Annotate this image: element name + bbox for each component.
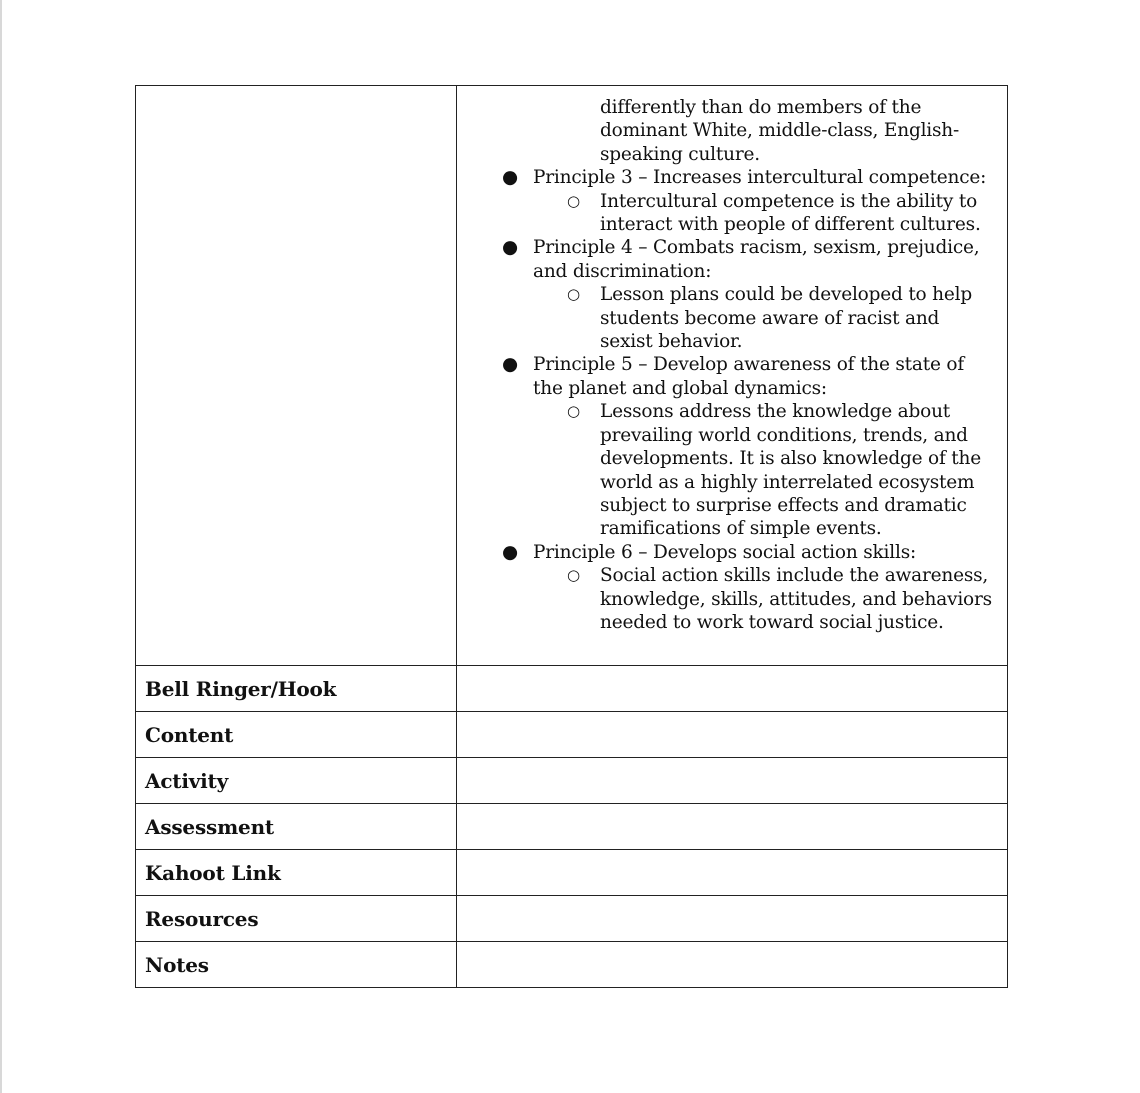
row-label: Notes bbox=[136, 942, 457, 988]
row-value-cell[interactable] bbox=[457, 666, 1008, 712]
principles-list bbox=[457, 86, 1007, 634]
principle-detail: Lessons address the knowledge about prevailing world conditions, trends, and developments. It is also knowledge of the world as a highly interrelated ecosystem subject to surprise effects and dramatic ramifications of simple events. bbox=[600, 401, 981, 540]
principle-detail: Intercultural competence is the ability to interact with people of different cultures. bbox=[600, 190, 981, 236]
row-value-cell[interactable] bbox=[457, 942, 1008, 988]
row-label: Bell Ringer/Hook bbox=[136, 666, 457, 712]
hollow-bullet-icon: ○ bbox=[567, 402, 580, 421]
principle-label: Principle 3 – Increases intercultural competence: bbox=[533, 167, 987, 189]
principle-detail: Social action skills include the awareness, knowledge, skills, attitudes, and behaviors needed to work toward social justice. bbox=[600, 565, 992, 633]
principle-label: Principle 6 – Develops social action skills: bbox=[533, 541, 917, 563]
hollow-bullet-icon: ○ bbox=[567, 285, 580, 304]
hollow-bullet-icon: ○ bbox=[567, 566, 580, 585]
row-bell-ringer bbox=[136, 666, 1008, 712]
row-activity bbox=[136, 758, 1008, 804]
row-label: Content bbox=[136, 712, 457, 758]
row-value-cell[interactable] bbox=[457, 850, 1008, 896]
bullet-icon: ● bbox=[502, 167, 518, 189]
row-value-cell[interactable] bbox=[457, 804, 1008, 850]
hollow-bullet-icon: ○ bbox=[567, 191, 580, 210]
row-resources bbox=[136, 896, 1008, 942]
principle-item bbox=[457, 353, 1007, 540]
row-label: Resources bbox=[136, 896, 457, 942]
principle-label: Principle 5 – Develop awareness of the state of the planet and global dynamics: bbox=[533, 354, 964, 399]
row-content bbox=[136, 712, 1008, 758]
bullet-icon: ● bbox=[502, 541, 518, 563]
row-kahoot-link bbox=[136, 850, 1008, 896]
principles-content-cell[interactable] bbox=[457, 86, 1008, 666]
principle-detail: Lesson plans could be developed to help students become aware of racist and sexist behavior. bbox=[600, 284, 972, 353]
bullet-icon: ● bbox=[502, 354, 518, 376]
row-assessment bbox=[136, 804, 1008, 850]
row-value-cell[interactable] bbox=[457, 896, 1008, 942]
row-notes bbox=[136, 942, 1008, 988]
lesson-plan-table bbox=[135, 85, 1008, 988]
principles-row bbox=[136, 86, 1008, 666]
row-value-cell[interactable] bbox=[457, 712, 1008, 758]
principle-label: Principle 4 – Combats racism, sexism, prejudice, and discrimination: bbox=[533, 237, 980, 282]
row-label: Kahoot Link bbox=[136, 850, 457, 896]
continuation-text: differently than do members of the dominant White, middle-class, English-speaking culture. bbox=[600, 97, 960, 165]
row-value-cell[interactable] bbox=[457, 758, 1008, 804]
principle-item bbox=[457, 541, 1007, 635]
principle-item bbox=[457, 236, 1007, 353]
principle-item bbox=[457, 166, 1007, 236]
principles-label-cell[interactable] bbox=[136, 86, 457, 666]
bullet-icon: ● bbox=[502, 237, 518, 259]
row-label: Assessment bbox=[136, 804, 457, 850]
row-label: Activity bbox=[136, 758, 457, 804]
page-edge bbox=[0, 0, 2, 1093]
